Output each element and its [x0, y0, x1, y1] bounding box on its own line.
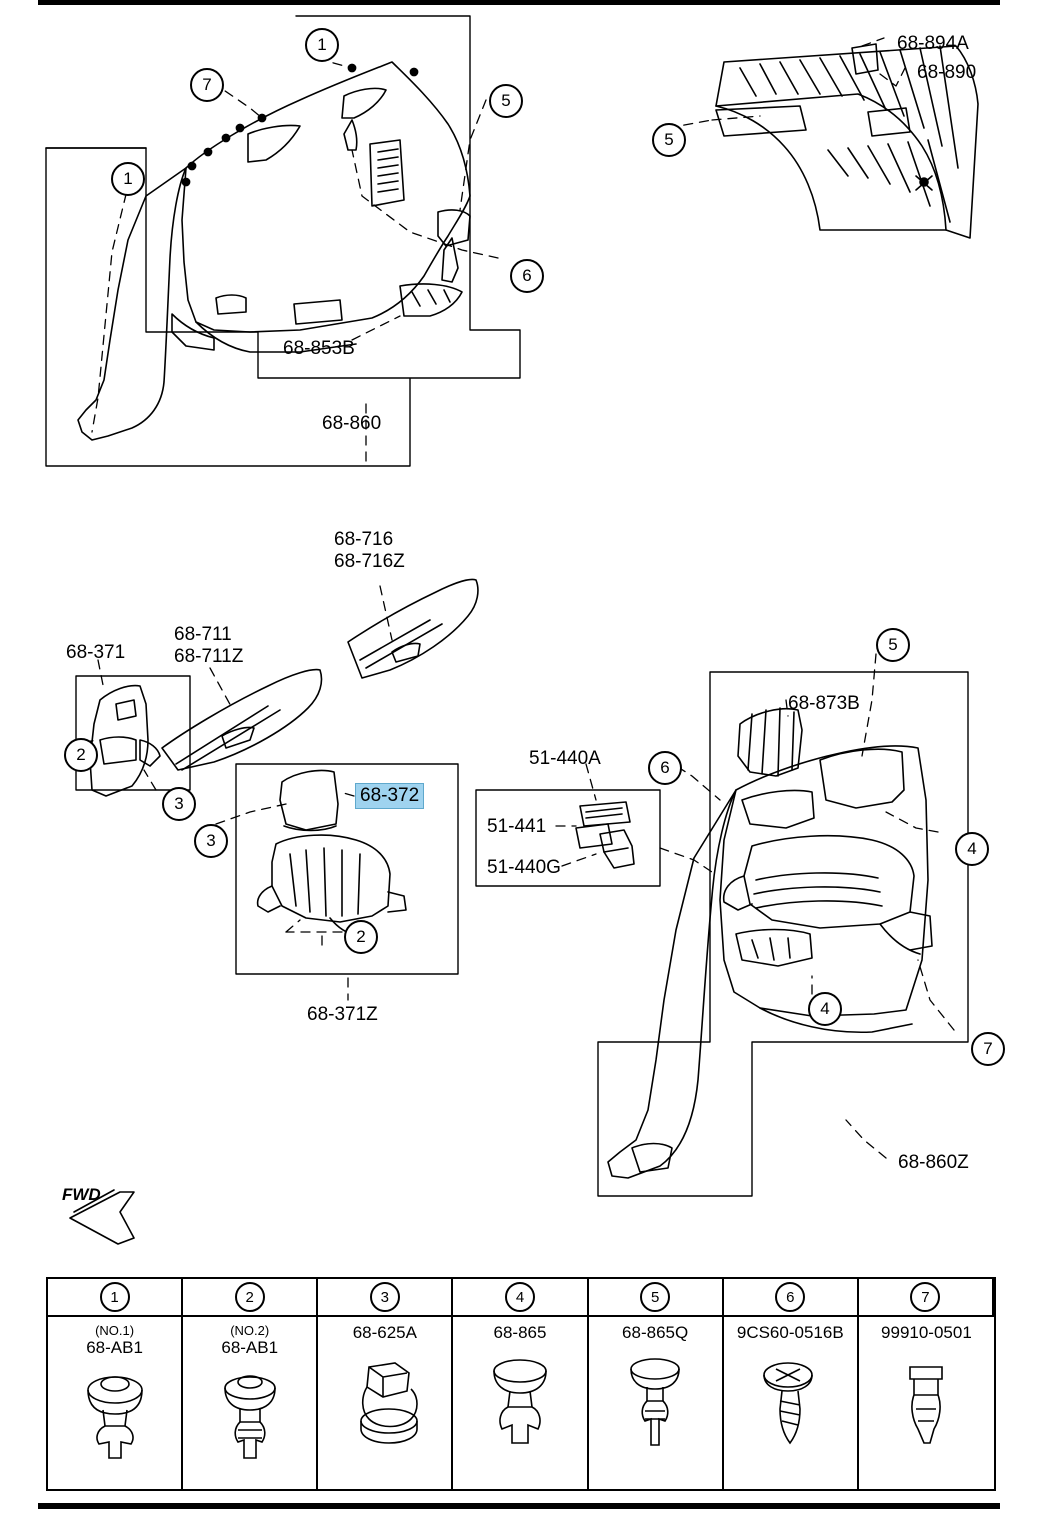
part-label-68-894A: 68-894A [897, 33, 969, 54]
legend-header-2 [183, 1279, 318, 1317]
legend-item-4 [453, 1317, 588, 1489]
screw-icon [744, 1349, 836, 1449]
callout-4-b: 4 [808, 992, 842, 1026]
legend-item-5 [589, 1317, 724, 1489]
part-label-68-860Z: 68-860Z [898, 1152, 969, 1173]
legend-name-7: 99910-0501 [881, 1323, 972, 1342]
callout-7-a: 7 [190, 68, 224, 102]
legend-item-2 [183, 1317, 318, 1489]
legend-table [46, 1277, 996, 1491]
part-label-68-371: 68-371 [66, 642, 126, 663]
callout-4-a: 4 [955, 832, 989, 866]
trim-clip-icon [474, 1349, 566, 1449]
part-label-51-441: 51-441 [487, 816, 547, 837]
callout-5-a: 5 [489, 84, 523, 118]
callout-5-b: 5 [652, 123, 686, 157]
legend-callout-7: 7 [910, 1282, 940, 1312]
legend-item-6 [724, 1317, 859, 1489]
legend-item-7 [859, 1317, 994, 1489]
legend-name-4: 68-865 [493, 1323, 547, 1342]
part-label-68-711: 68-711 [174, 624, 232, 645]
part-label-68-853B: 68-853B [283, 338, 355, 359]
part-label-51-440G: 51-440G [487, 857, 561, 878]
legend-header-7 [859, 1279, 994, 1317]
legend-sub-1: (NO.1) [95, 1323, 135, 1338]
legend-name-6: 9CS60-0516B [736, 1323, 844, 1342]
legend-item-3 [318, 1317, 453, 1489]
grommet-clip-icon [880, 1349, 972, 1449]
legend-sub-2: (NO.2) [230, 1323, 270, 1338]
legend-name-1: 68-AB1 [86, 1338, 143, 1357]
part-label-68-716Z: 68-716Z [334, 551, 405, 572]
legend-header-3 [318, 1279, 453, 1317]
legend-name-3: 68-625A [352, 1323, 417, 1342]
legend-callout-5: 5 [640, 1282, 670, 1312]
part-label-68-371Z: 68-371Z [307, 1004, 378, 1025]
legend-callout-1: 1 [100, 1282, 130, 1312]
legend-header-5 [589, 1279, 724, 1317]
callout-5-c: 5 [876, 628, 910, 662]
callout-6-a: 6 [510, 259, 544, 293]
bottom-rule [38, 1503, 1000, 1509]
legend-item-1 [48, 1317, 183, 1489]
legend-header-6 [724, 1279, 859, 1317]
callout-3-a: 3 [162, 787, 196, 821]
part-label-51-440A: 51-440A [529, 748, 601, 769]
callout-7-b: 7 [971, 1032, 1005, 1066]
part-label-68-716: 68-716 [334, 529, 394, 550]
nut-cap-icon [339, 1349, 431, 1449]
legend-name-5: 68-865Q [622, 1323, 689, 1342]
legend-callout-3: 3 [370, 1282, 400, 1312]
callout-1-b: 1 [111, 162, 145, 196]
legend-callout-6: 6 [775, 1282, 805, 1312]
part-label-68-860: 68-860 [322, 413, 382, 434]
fwd-arrow-label: FWD [62, 1185, 101, 1204]
part-label-68-873B: 68-873B [788, 693, 860, 714]
callout-6-b: 6 [648, 751, 682, 785]
callout-1-a: 1 [305, 28, 339, 62]
top-rule [38, 0, 1000, 5]
part-label-68-711Z: 68-711Z [174, 646, 244, 667]
legend-name-2: 68-AB1 [221, 1338, 279, 1357]
part-label-68-890: 68-890 [917, 62, 977, 83]
legend-header-1 [48, 1279, 183, 1317]
legend-callout-4: 4 [505, 1282, 535, 1312]
legend-callout-2: 2 [235, 1282, 265, 1312]
callout-2-a: 2 [64, 738, 98, 772]
push-clip-icon [69, 1364, 161, 1464]
part-label-68-372-highlighted: 68-372 [355, 783, 424, 809]
legend-header-4 [453, 1279, 588, 1317]
long-clip-icon [609, 1349, 701, 1449]
push-clip-icon [204, 1364, 296, 1464]
callout-3-b: 3 [194, 824, 228, 858]
callout-2-b: 2 [344, 920, 378, 954]
